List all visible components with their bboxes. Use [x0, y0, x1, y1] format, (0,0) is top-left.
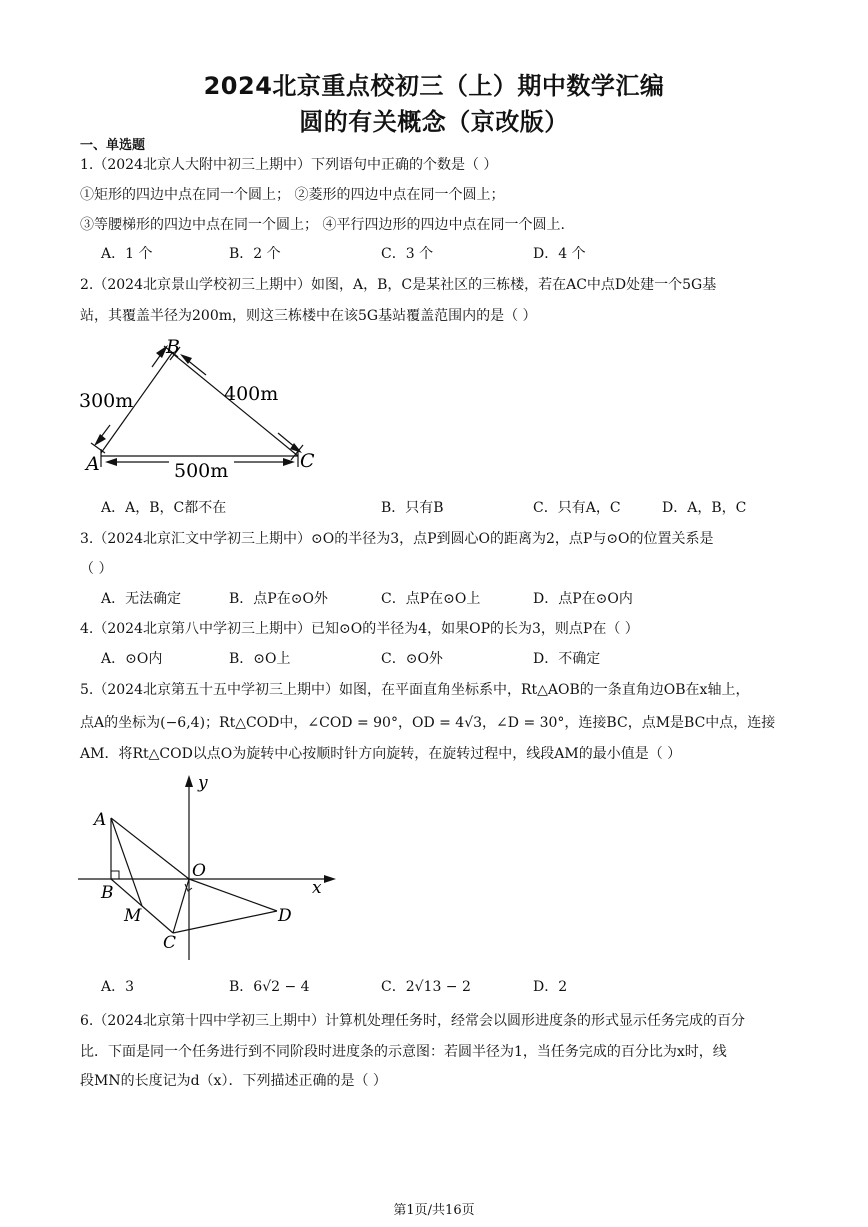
q4-option-a: A．⊙O内 [101, 651, 163, 667]
q1-option-a: A．1 个 [101, 246, 153, 262]
q4-option-b: B．⊙O上 [229, 651, 291, 667]
q5-label-o: O [192, 861, 206, 881]
q2-option-b: B．只有B [381, 500, 444, 516]
q3-stem-line-1: 3.（2024北京汇文中学初三上期中）⊙O的半径为3，点P到圆心O的距离为2，点P与⊙O的位置关系是 [80, 531, 714, 547]
page-number-footer: 第1页/共16页 [393, 1203, 475, 1218]
q6-stem-line-3: 段MN的长度记为d（x）．下列描述正确的是（ ） [80, 1073, 387, 1089]
q6-stem-line-2: 比．下面是同一个任务进行到不同阶段时进度条的示意图：若圆半径为1，当任务完成的百分比为x时，线 [80, 1044, 727, 1060]
q5-label-b: B [101, 883, 114, 903]
q6-stem-line-1: 6.（2024北京第十四中学初三上期中）计算机处理任务时，经常会以圆形进度条的形式显示任务完成的百分 [80, 1013, 745, 1029]
q5-label-d: D [278, 906, 292, 926]
q5-coordinate-figure [74, 770, 344, 970]
q5-option-d: D．2 [533, 979, 568, 995]
q3-option-d: D．点P在⊙O内 [533, 591, 633, 607]
q5-label-a: A [94, 810, 107, 830]
q1-option-c: C．3 个 [381, 246, 434, 262]
q4-stem: 4.（2024北京第八中学初三上期中）已知⊙O的半径为4，如果OP的长为3，则点P在（ ） [80, 621, 639, 637]
q1-option-b: B．2 个 [229, 246, 281, 262]
q4-options [0, 649, 868, 669]
q2-label-a: A [86, 453, 100, 475]
q2-label-b: B [166, 336, 180, 358]
q2-option-c: C．只有A，C [533, 500, 621, 516]
q5-options [0, 977, 868, 997]
q5-stem-line-1: 5.（2024北京第五十五中学初三上期中）如图，在平面直角坐标系中，Rt△AOB的一条直角边OB在x轴上， [80, 682, 750, 698]
q2-stem-line-1: 2.（2024北京景山学校初三上期中）如图，A，B，C是某社区的三栋楼，若在AC中点D处建一个5G基 [80, 277, 717, 293]
q2-length-bc: 400m [224, 383, 279, 405]
q5-label-m: M [124, 906, 142, 926]
q3-stem-line-2: （ ） [80, 561, 113, 577]
q5-option-b: B．6√2 − 4 [229, 979, 310, 995]
q3-option-b: B．点P在⊙O外 [229, 591, 328, 607]
q2-option-a: A．A，B，C都不在 [101, 500, 227, 516]
q2-length-ab: 300m [79, 390, 134, 412]
q1-statement-1-2: ①矩形的四边中点在同一个圆上； ②菱形的四边中点在同一个圆上； [80, 187, 505, 203]
q3-option-a: A．无法确定 [101, 591, 182, 607]
q4-option-c: C．⊙O外 [381, 651, 443, 667]
q2-options [0, 498, 868, 518]
q3-options [0, 589, 868, 609]
q2-triangle-figure [74, 333, 334, 488]
q3-option-c: C．点P在⊙O上 [381, 591, 481, 607]
document-title: 2024北京重点校初三（上）期中数学汇编 [203, 72, 665, 100]
q1-option-d: D．4 个 [533, 246, 586, 262]
q2-option-d: D．A，B，C [662, 500, 747, 516]
q1-stem: 1.（2024北京人大附中初三上期中）下列语句中正确的个数是（ ） [80, 157, 498, 173]
q5-stem-line-2: 点A的坐标为(−6,4)；Rt△COD中，∠COD = 90°，OD = 4√3，∠D = 30°，连接BC，点M是BC中点，连接 [80, 715, 776, 731]
q1-options [0, 244, 868, 264]
q5-stem-line-3: AM．将Rt△COD以点O为旋转中心按顺时针方向旋转，在旋转过程中，线段AM的最小值是（ ） [80, 746, 682, 762]
q5-label-c: C [163, 933, 177, 953]
q1-statement-3-4: ③等腰梯形的四边中点在同一个圆上； ④平行四边形的四边中点在同一个圆上. [80, 217, 565, 233]
section-heading: 一、单选题 [80, 138, 146, 153]
q2-label-c: C [300, 450, 315, 472]
document-subtitle: 圆的有关概念（京改版） [299, 108, 569, 136]
q4-option-d: D．不确定 [533, 651, 601, 667]
q2-stem-line-2: 站，其覆盖半径为200m，则这三栋楼中在该5G基站覆盖范围内的是（ ） [80, 308, 537, 324]
q2-length-ac: 500m [174, 460, 229, 482]
q5-option-a: A．3 [101, 979, 135, 995]
q5-label-x: x [312, 878, 322, 898]
q5-option-c: C．2√13 − 2 [381, 979, 471, 995]
q5-label-y: y [198, 773, 208, 793]
